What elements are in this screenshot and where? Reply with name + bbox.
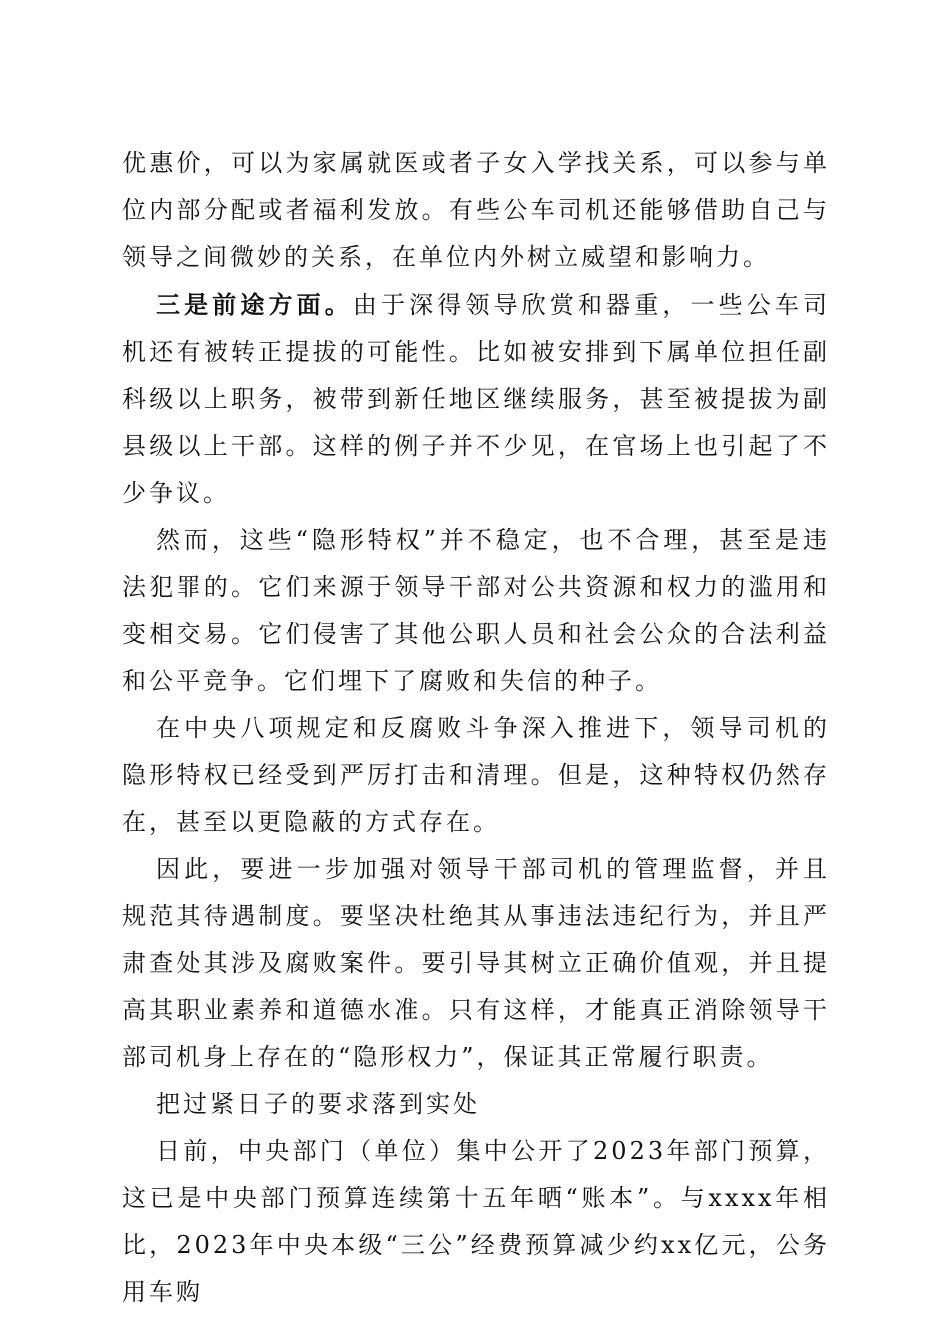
paragraph-future-prospects [122,281,830,517]
section-title [122,1081,830,1128]
paragraph-continuation [122,140,830,281]
paragraph-text: 由于深得领导欣赏和器重，一些公车司机还有被转正提拔的可能性。比如被安排到下属单位担任副科级以上职务，被带到新任地区继续服务，甚至被提拔为副县级以上干部。这样的例子并不少见，在官场上也引起了不少争议。 [122,291,831,507]
paragraph-text: 优惠价，可以为家属就医或者子女入学找关系，可以参与单位内部分配或者福利发放。有些公车司机还能够借助自己与领导之间微妙的关系，在单位内外树立威望和影响力。 [122,149,830,271]
paragraph-eight-rules [122,705,830,846]
paragraph-text: 在中央八项规定和反腐败斗争深入推进下，领导司机的隐形特权已经受到严厉打击和清理。但是，这种特权仍然存在，甚至以更隐蔽的方式存在。 [122,714,830,836]
paragraph-text: 因此，要进一步加强对领导干部司机的管理监督，并且规范其待遇制度。要坚决杜绝其从事违法违纪行为，并且严肃查处其涉及腐败案件。要引导其树立正确价值观，并且提高其职业素养和道德水准。只有这样，才能真正消除领导干部司机身上存在的“隐形权力”，保证其正常履行职责。 [122,855,830,1071]
section-title-text: 把过紧日子的要求落到实处 [156,1090,480,1118]
document-body [122,140,830,1316]
paragraph-supervision [122,846,830,1081]
paragraph-text: 日前，中央部门（单位）集中公开了2023年部门预算，这已是中央部门预算连续第十五年晒“账本”。与xxxx年相比，2023年中央本级“三公”经费预算减少约xx亿元，公务用车购 [122,1137,830,1306]
paragraph-text: 然而，这些“隐形特权”并不稳定，也不合理，甚至是违法犯罪的。它们来源于领导干部对公共资源和权力的滥用和变相交易。它们侵害了其他公职人员和社会公众的合法利益和公平竞争。它们埋下了腐败和失信的种子。 [122,526,830,695]
paragraph-hidden-privileges [122,517,830,705]
paragraph-budget [122,1128,830,1316]
paragraph-lead-heading: 三是前途方面。 [156,290,353,319]
